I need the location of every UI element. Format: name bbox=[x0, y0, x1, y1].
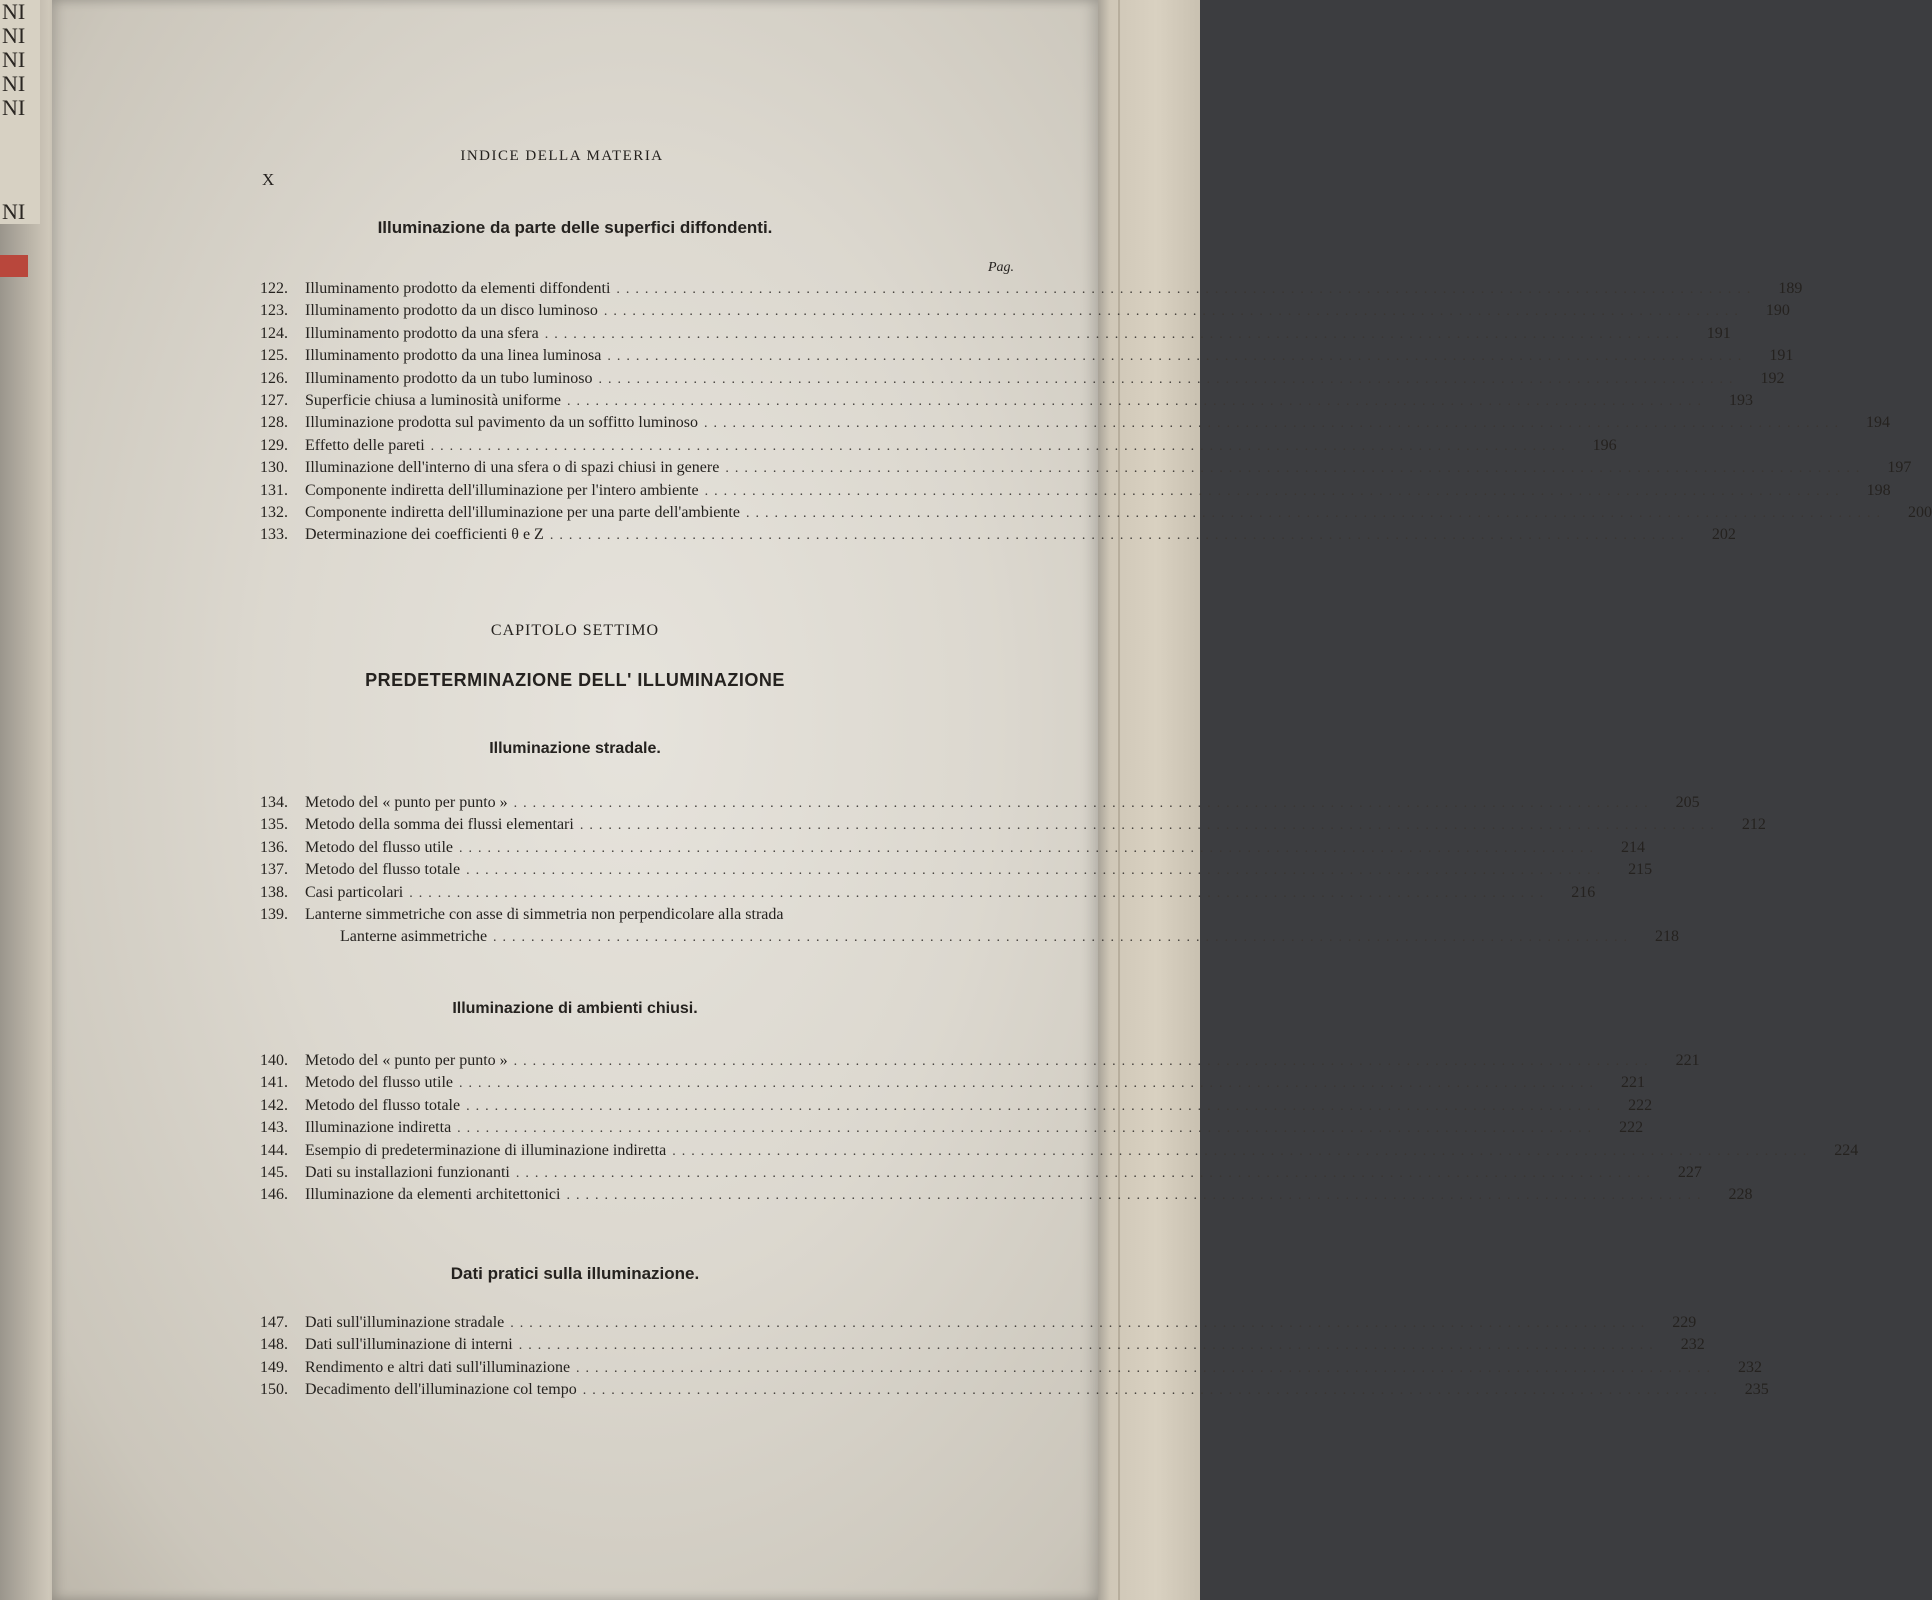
toc-entry-title: Dati sull'illuminazione di interni bbox=[305, 1336, 513, 1354]
toc-entry-number: 147. bbox=[260, 1314, 288, 1331]
dot-leader: ........................................................................................................................ bbox=[493, 930, 1634, 946]
toc-entry-number: 135. bbox=[260, 816, 288, 834]
toc-entry-number: 141. bbox=[260, 1074, 288, 1092]
dot-leader: ........................................................................................................................ bbox=[598, 371, 1739, 387]
toc-entry bbox=[260, 390, 1753, 412]
toc-entry-title: Illuminamento prodotto da un disco luminoso bbox=[305, 302, 598, 320]
toc-entry-number: 150. bbox=[260, 1381, 288, 1399]
toc-entry-title: Esempio di predeterminazione di illuminazione indiretta bbox=[305, 1141, 667, 1159]
dot-leader: ........................................................................................................................ bbox=[409, 885, 1550, 901]
toc-entry-page: 232 bbox=[1680, 1336, 1705, 1354]
toc-entry-title: Dati su installazioni funzionanti bbox=[305, 1163, 510, 1181]
toc-entry-number: 138. bbox=[260, 883, 288, 901]
toc-entry bbox=[260, 435, 1617, 457]
chapter-title: PREDETERMINAZIONE DELL' ILLUMINAZIONE bbox=[365, 670, 785, 690]
dot-leader: ........................................................................................................................ bbox=[566, 393, 1707, 409]
toc-entry-title: Illuminazione dell'interno di una sfera o di spazi chiusi in genere bbox=[305, 459, 720, 477]
dot-leader: ........................................................................................................................ bbox=[515, 1165, 1656, 1181]
toc-entry-page: 193 bbox=[1728, 391, 1753, 409]
toc-entry-page: 232 bbox=[1738, 1358, 1763, 1376]
section-heading-superfici: Illuminazione da parte delle superfici diffondenti. bbox=[377, 218, 773, 237]
toc-entry-number: 130. bbox=[260, 459, 288, 477]
toc-entry bbox=[260, 524, 1736, 546]
toc-entry-title: Casi particolari bbox=[305, 883, 404, 901]
toc-entry-title: Decadimento dell'illuminazione col tempo bbox=[305, 1381, 577, 1399]
dot-leader: ........................................................................................................................ bbox=[745, 505, 1886, 521]
toc-entry-number: 124. bbox=[260, 324, 288, 342]
toc-entry bbox=[260, 882, 1596, 904]
dot-leader: ........................................................................................................................ bbox=[466, 1098, 1607, 1114]
toc-entry bbox=[260, 345, 1794, 367]
toc-entry-title: Metodo del flusso totale bbox=[305, 1096, 461, 1114]
toc-entry-title: Lanterne asimmetriche bbox=[340, 928, 488, 946]
toc-entry-title: Illuminazione indiretta bbox=[305, 1119, 452, 1137]
section-heading-chiusi: Illuminazione di ambienti chiusi. bbox=[452, 1000, 698, 1017]
toc-entry bbox=[260, 1072, 1645, 1094]
book-page bbox=[52, 0, 1932, 1600]
toc-entry bbox=[260, 323, 1731, 345]
toc-entry-title: Dati sull'illuminazione stradale bbox=[305, 1314, 505, 1331]
toc-entry-page: 197 bbox=[1887, 459, 1912, 477]
toc-entry-number: 122. bbox=[260, 280, 288, 297]
dot-leader: ........................................................................................................................ bbox=[582, 1383, 1723, 1399]
toc-entry-number: 129. bbox=[260, 436, 288, 454]
toc-entry-title: Determinazione dei coefficienti θ e Z bbox=[305, 526, 544, 544]
toc-entry-title: Componente indiretta dell'illuminazione per una parte dell'ambiente bbox=[305, 503, 740, 521]
toc-entry-number: 140. bbox=[260, 1052, 288, 1069]
dot-leader: ........................................................................................................................ bbox=[672, 1143, 1813, 1159]
dot-leader: ........................................................................................................................ bbox=[544, 326, 1685, 342]
toc-entry bbox=[260, 837, 1645, 859]
dot-leader: ........................................................................................................................ bbox=[725, 461, 1866, 477]
dot-leader: ........................................................................................................................ bbox=[549, 528, 1690, 544]
dot-leader: ........................................................................................................................ bbox=[430, 438, 1571, 454]
toc-entry-page: 200 bbox=[1907, 503, 1932, 521]
running-head: INDICE DELLA MATERIA bbox=[460, 148, 664, 164]
dot-leader: ........................................................................................................................ bbox=[704, 483, 1845, 499]
dot-leader: ........................................................................................................................ bbox=[576, 1360, 1717, 1376]
edge-letters bbox=[0, 0, 40, 224]
toc-entry-title: Superficie chiusa a luminosità uniforme bbox=[305, 391, 561, 409]
edge-letter: NI bbox=[2, 47, 26, 72]
dot-leader: ........................................................................................................................ bbox=[458, 1076, 1599, 1092]
toc-entry-page: 222 bbox=[1619, 1119, 1644, 1137]
dot-leader: ........................................................................................................................ bbox=[458, 840, 1599, 856]
toc-entry-page: 189 bbox=[1778, 280, 1803, 297]
toc-entry-title: Lanterne simmetriche con asse di simmetria non perpendicolare alla strada bbox=[305, 905, 784, 923]
toc-entry-number: 144. bbox=[260, 1141, 288, 1159]
toc-entry-title: Illuminamento prodotto da un tubo luminoso bbox=[305, 369, 593, 387]
toc-entry-page: 191 bbox=[1706, 324, 1731, 342]
edge-letter: NI bbox=[2, 23, 26, 48]
toc-entry bbox=[260, 904, 1090, 926]
toc-entry bbox=[260, 926, 1680, 948]
toc-entry-number: 148. bbox=[260, 1336, 288, 1354]
toc-entry-page: 221 bbox=[1620, 1074, 1645, 1092]
toc-entry-page: 190 bbox=[1765, 302, 1790, 320]
toc-entry-page: 214 bbox=[1620, 838, 1645, 856]
toc-entry-page: 202 bbox=[1711, 526, 1736, 544]
dot-leader: ........................................................................................................................ bbox=[513, 796, 1654, 811]
toc-entry bbox=[260, 1162, 1702, 1184]
edge-letter: NI bbox=[2, 95, 26, 120]
toc-entry-page: 216 bbox=[1571, 883, 1596, 901]
toc-entry-number: 132. bbox=[260, 503, 288, 521]
toc-entry-number: 127. bbox=[260, 391, 288, 409]
toc-entry-page: 196 bbox=[1592, 436, 1617, 454]
dot-leader: ........................................................................................................................ bbox=[510, 1316, 1651, 1331]
toc-entry-number: 131. bbox=[260, 481, 288, 499]
toc-entry-number: 128. bbox=[260, 414, 288, 432]
toc-entry bbox=[260, 502, 1932, 524]
toc-entry-title: Metodo del « punto per punto » bbox=[305, 794, 508, 811]
dot-leader: ........................................................................................................................ bbox=[518, 1338, 1659, 1354]
dot-leader: ........................................................................................................................ bbox=[703, 416, 1844, 432]
toc-entry bbox=[260, 1184, 1753, 1206]
toc-entry bbox=[260, 1050, 1700, 1072]
toc-entry-number: 139. bbox=[260, 905, 288, 923]
toc-entry bbox=[260, 278, 1803, 300]
edge-letter: NI bbox=[2, 71, 26, 96]
page-folio: X bbox=[262, 170, 275, 189]
toc-entry bbox=[260, 1117, 1644, 1139]
toc-entry-title: Metodo del flusso utile bbox=[305, 838, 453, 856]
dot-leader: ........................................................................................................................ bbox=[579, 818, 1720, 834]
toc-entry-page: 235 bbox=[1744, 1381, 1769, 1399]
toc-entry bbox=[260, 792, 1700, 814]
toc-entry-page: 194 bbox=[1865, 414, 1890, 432]
toc-entry-title: Metodo della somma dei flussi elementari bbox=[305, 816, 574, 834]
toc-entry-number: 136. bbox=[260, 838, 288, 856]
toc-entry bbox=[260, 457, 1912, 479]
toc-entry-title: Illuminazione prodotta sul pavimento da un soffitto luminoso bbox=[305, 414, 698, 432]
dot-leader: ........................................................................................................................ bbox=[603, 304, 1744, 320]
red-bookmark-mark bbox=[0, 255, 28, 277]
toc-entry-page: 221 bbox=[1675, 1052, 1700, 1069]
toc-entry-page: 228 bbox=[1728, 1186, 1753, 1204]
chapter-label: CAPITOLO SETTIMO bbox=[490, 622, 660, 639]
section-heading-pratici: Dati pratici sulla illuminazione. bbox=[450, 1264, 700, 1283]
toc-entry-page: 212 bbox=[1741, 816, 1766, 834]
toc-entry-page: 198 bbox=[1866, 481, 1891, 499]
toc-entry-title: Metodo del « punto per punto » bbox=[305, 1052, 508, 1069]
edge-letter: NI bbox=[2, 199, 26, 224]
toc-entry bbox=[260, 859, 1653, 881]
toc-entry-page: 229 bbox=[1672, 1314, 1697, 1331]
dot-leader: ........................................................................................................................ bbox=[616, 282, 1757, 297]
toc-entry bbox=[260, 1140, 1859, 1162]
toc-entry-page: 218 bbox=[1655, 928, 1680, 946]
toc-entry bbox=[260, 412, 1890, 434]
toc-entry-title: Illuminamento prodotto da elementi diffondenti bbox=[305, 280, 611, 297]
toc-entry-number: 125. bbox=[260, 347, 288, 365]
section-heading-stradale: Illuminazione stradale. bbox=[489, 740, 661, 757]
dot-leader: ........................................................................................................................ bbox=[466, 863, 1607, 879]
toc-list-stradale bbox=[260, 792, 1766, 949]
toc-entry-title: Illuminazione da elementi architettonici bbox=[305, 1186, 561, 1204]
toc-entry-page: 191 bbox=[1769, 347, 1794, 365]
toc-entry bbox=[260, 814, 1766, 836]
pag-label: Pag. bbox=[987, 260, 1014, 275]
toc-entry bbox=[260, 1379, 1769, 1401]
toc-entry bbox=[260, 1312, 1697, 1334]
toc-entry-page: 215 bbox=[1628, 861, 1653, 879]
toc-entry-title: Rendimento e altri dati sull'illuminazione bbox=[305, 1358, 571, 1376]
toc-entry-number: 149. bbox=[260, 1358, 288, 1376]
toc-entry-number: 133. bbox=[260, 526, 288, 544]
toc-list-superfici bbox=[260, 278, 1932, 547]
toc-entry-title: Illuminamento prodotto da una sfera bbox=[305, 324, 539, 342]
dot-leader: ........................................................................................................................ bbox=[513, 1054, 1654, 1069]
dot-leader: ........................................................................................................................ bbox=[457, 1121, 1598, 1137]
toc-entry bbox=[260, 300, 1790, 322]
toc-entry-number: 146. bbox=[260, 1186, 288, 1204]
toc-entry bbox=[260, 480, 1891, 502]
toc-entry-number: 142. bbox=[260, 1096, 288, 1114]
toc-entry-title: Componente indiretta dell'illuminazione per l'intero ambiente bbox=[305, 481, 699, 499]
toc-entry-title: Metodo del flusso utile bbox=[305, 1074, 453, 1092]
toc-entry-title: Metodo del flusso totale bbox=[305, 861, 461, 879]
dot-leader: ........................................................................................................................ bbox=[607, 349, 1748, 365]
toc-entry bbox=[260, 1095, 1653, 1117]
toc-entry-number: 126. bbox=[260, 369, 288, 387]
toc-entry bbox=[260, 368, 1785, 390]
toc-entry-number: 137. bbox=[260, 861, 288, 879]
toc-entry-number: 123. bbox=[260, 302, 288, 320]
toc-list-pratici bbox=[260, 1312, 1769, 1402]
edge-letter: NI bbox=[2, 0, 26, 24]
toc-entry-number: 134. bbox=[260, 794, 288, 811]
toc-entry-page: 192 bbox=[1760, 369, 1785, 387]
toc-list-chiusi bbox=[260, 1050, 1859, 1207]
toc-entry-page: 224 bbox=[1834, 1141, 1859, 1159]
toc-entry-page: 222 bbox=[1628, 1096, 1653, 1114]
toc-entry-page: 205 bbox=[1675, 794, 1700, 811]
dot-leader: ........................................................................................................................ bbox=[566, 1188, 1707, 1204]
toc-entry-page: 227 bbox=[1677, 1163, 1702, 1181]
toc-entry-number: 143. bbox=[260, 1119, 288, 1137]
toc-entry bbox=[260, 1334, 1705, 1356]
toc-entry-title: Illuminamento prodotto da una linea luminosa bbox=[305, 347, 602, 365]
toc-entry-number: 145. bbox=[260, 1163, 288, 1181]
toc-entry-title: Effetto delle pareti bbox=[305, 436, 425, 454]
toc-entry bbox=[260, 1357, 1763, 1379]
